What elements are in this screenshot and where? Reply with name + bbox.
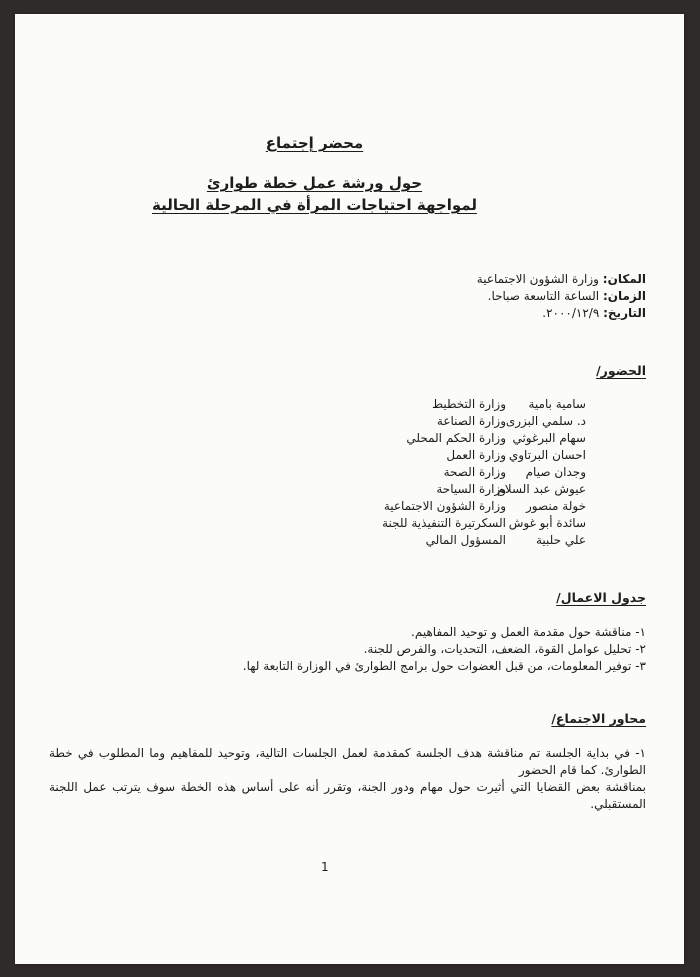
attendee-name: د. سلمي البزرى xyxy=(505,414,586,428)
attendee-row xyxy=(15,482,684,499)
attendee-name: سهام البرغوثي xyxy=(512,431,586,445)
document-subtitle-line2: لمواجهة احتياجات المرأة في المرحلة الحالية xyxy=(152,196,477,214)
attendance-heading: الحضور/ xyxy=(596,363,646,378)
meeting-axes-paragraph: ١- في بداية الجلسة تم مناقشة هدف الجلسة كمقدمة لعمل الجلسات التالية، وتوحيد للمفاهيم وما المطلوب في خطة الطوارئ. كما قام الحضور xyxy=(49,746,646,777)
meeting-axes-paragraph: بمناقشة بعض القضايا التي أثيرت حول مهام ودور الجنة، وتقرر أنه على أساس هذه الخطة سوف يترتب عمل اللجنة المستقبلي. xyxy=(49,780,646,811)
attendee-row xyxy=(15,516,684,533)
document-content xyxy=(15,14,684,964)
agenda-item: ٣- توفير المعلومات، من قبل العضوات حول برامج الطوارئ في الوزارة التابعة لها. xyxy=(242,659,646,673)
attendee-row xyxy=(15,499,684,516)
meeting-axes-heading: محاور الاجتماع/ xyxy=(551,711,646,726)
attendee-row xyxy=(15,448,684,465)
time-label: الزمان: xyxy=(602,289,646,303)
attendee-name: علي حلبية xyxy=(535,533,586,547)
attendee-name: سائدة أبو غوش xyxy=(508,516,586,530)
attendee-organization: وزارة الحكم المحلي xyxy=(406,431,506,445)
date-value: ٢٠٠٠/١٢/٩. xyxy=(542,306,600,320)
attendee-organization: وزارة الصحة xyxy=(443,465,506,479)
attendee-row xyxy=(15,533,684,550)
meta-time xyxy=(488,289,646,303)
attendee-organization: وزارة الصناعة xyxy=(436,414,506,428)
attendee-organization: المسؤول المالي xyxy=(425,533,506,547)
page-number: 1 xyxy=(321,860,329,874)
agenda-item: ١- مناقشة حول مقدمة العمل و توحيد المفاهيم. xyxy=(411,625,646,639)
meeting-axes-body xyxy=(49,745,646,813)
attendee-name: سامية بامية xyxy=(528,397,586,411)
attendee-row xyxy=(15,465,684,482)
document-page xyxy=(15,14,684,964)
agenda-item: ٢- تحليل عوامل القوة، الضعف، التحديات، والفرص للجنة. xyxy=(363,642,646,656)
attendee-row xyxy=(15,397,684,414)
document-title: محضر إجتماع xyxy=(265,134,364,152)
attendee-name: خولة منصور xyxy=(526,499,586,513)
place-value: وزارة الشؤون الاجتماعية xyxy=(476,272,599,286)
attendee-row xyxy=(15,431,684,448)
attendee-name: عيوش عبد السلام xyxy=(497,482,586,496)
attendee-organization: وزارة التخطيط xyxy=(431,397,506,411)
date-label: التاريخ: xyxy=(603,306,646,320)
attendee-organization: السكرتيرة التنفيذية للجنة xyxy=(382,516,506,530)
attendee-organization: وزارة العمل xyxy=(446,448,506,462)
attendee-organization: وزارة الشؤون الاجتماعية xyxy=(383,499,506,513)
attendee-name: احسان البرتاوي xyxy=(508,448,586,462)
meta-place xyxy=(477,272,646,286)
place-label: المكان: xyxy=(602,272,646,286)
time-value: الساعة التاسعة صباحا. xyxy=(487,289,600,303)
agenda-heading: جدول الاعمال/ xyxy=(556,590,646,605)
document-subtitle-line1: حول ورشة عمل خطة طوارئ xyxy=(206,174,423,192)
attendee-name: وجدان صيام xyxy=(525,465,586,479)
attendee-organization: وزارة السياحة xyxy=(436,482,506,496)
attendee-row xyxy=(15,414,684,431)
meta-date xyxy=(542,306,646,320)
